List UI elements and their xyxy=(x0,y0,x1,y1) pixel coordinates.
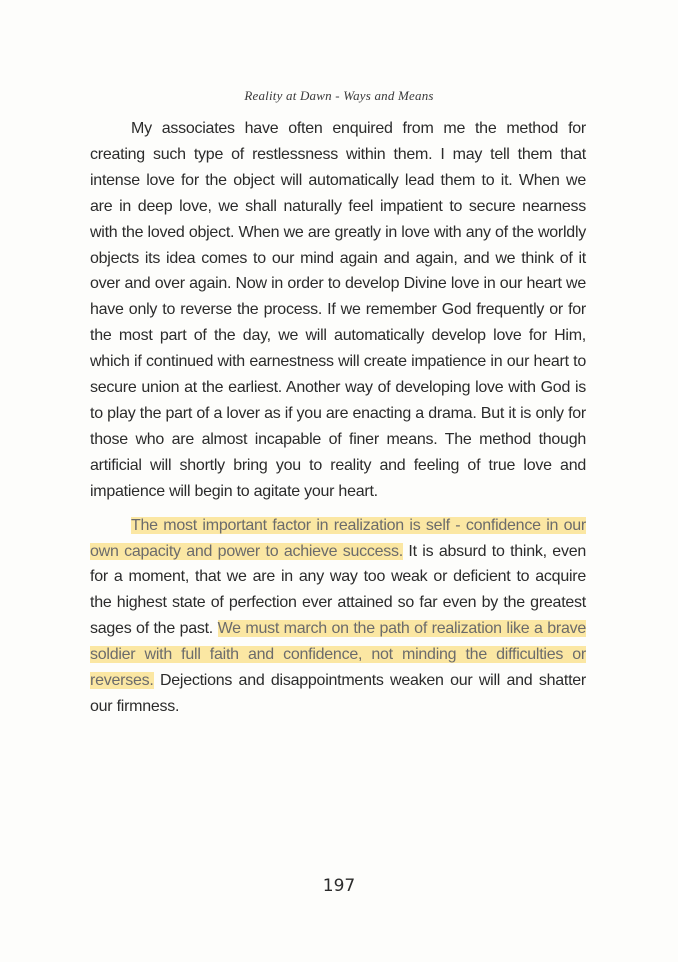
running-head: Reality at Dawn - Ways and Means xyxy=(244,88,434,103)
text-segment: My associates have often enquired from me the method for creating such type of restlessness within them. I may tell them that intense love for the object will automatically lead them to it. When we are in deep love, we shall naturally feel impatient to secure nearness with the loved object. When we are greatly in love with any of the worldly objects its idea comes to our mind again and again, and we think of it over and over again. Now in order to develop Divine love in our heart we have only to reverse the process. If we remember God frequently or for the most part of the day, we will automatically develop love for Him, which if continued with earnestness will create impatience in our heart to secure union at the earliest. Another way of developing love with God is to play the part of a lover as if you are enacting a drama. But it is only for those who are almost incapable of finer means. The method though artificial will shortly bring you to reality and feeling of true love and impatience will begin to agitate your heart. xyxy=(90,120,586,500)
text-segment: Dejections and disappointments weaken our will and shatter our firmness. xyxy=(90,672,586,715)
highlighted-text[interactable]: The most important factor in realization is self - confidence in our own capacity and power to achieve success. xyxy=(90,516,586,560)
text-segment: It is absurd to think, even for a moment, that we are in any way too weak or deficient to acquire the highest state of perfection ever attained so far even by the greatest sages of the past. xyxy=(90,542,586,638)
paragraph-1 xyxy=(90,116,586,505)
paragraph-2 xyxy=(90,513,586,720)
highlighted-text[interactable]: We must march on the path of realization like a brave soldier with full faith and confidence, not minding the difficulties or reverses. xyxy=(90,620,586,690)
body-text xyxy=(90,116,586,720)
page-number: 197 xyxy=(322,876,356,896)
